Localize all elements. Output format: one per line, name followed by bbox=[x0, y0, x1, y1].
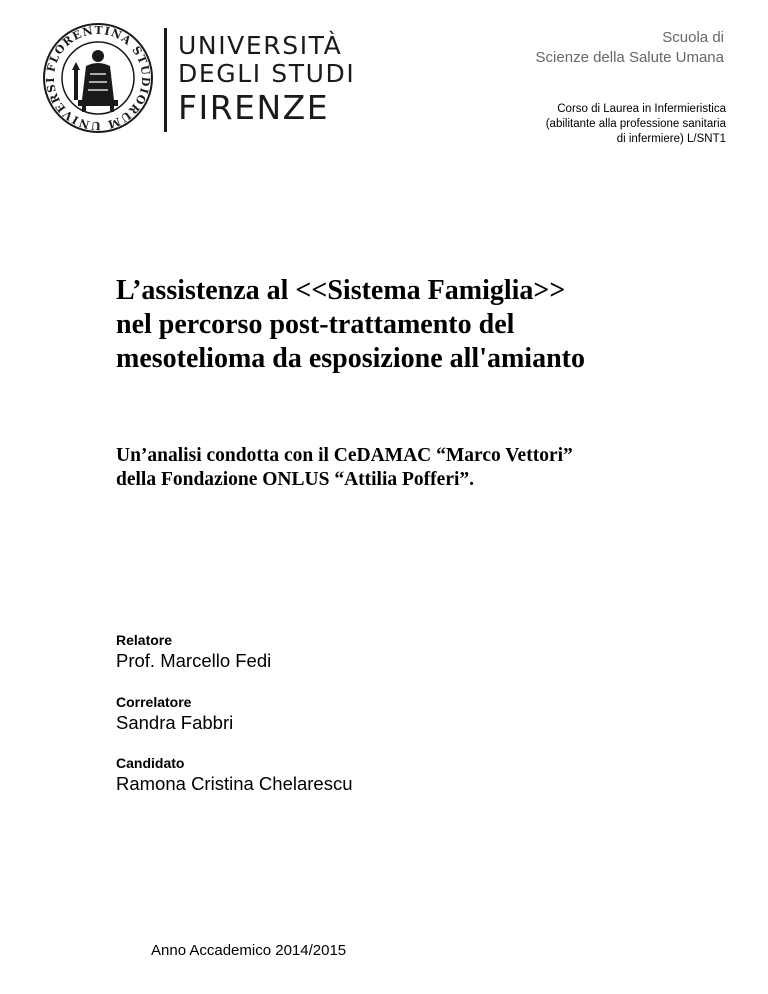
subtitle-line-1: Un’analisi condotta con il CeDAMAC “Marco Vettori” bbox=[116, 445, 573, 466]
title-line-2: nel percorso post-trattamento del bbox=[116, 309, 515, 340]
candidato-block bbox=[116, 755, 353, 795]
thesis-subtitle bbox=[116, 444, 573, 492]
title-line-3: mesotelioma da esposizione all'amianto bbox=[116, 343, 585, 374]
course-line-2: (abilitante alla professione sanitaria bbox=[545, 118, 726, 130]
university-wordmark bbox=[178, 32, 355, 128]
course-info bbox=[546, 102, 726, 147]
school-name bbox=[536, 28, 724, 68]
correlatore-block bbox=[116, 694, 233, 734]
relatore-name: Prof. Marcello Fedi bbox=[116, 650, 272, 671]
logo-divider bbox=[164, 28, 167, 132]
relatore-label: Relatore bbox=[116, 632, 173, 648]
wordmark-line-universita: UNIVERSITÀ bbox=[178, 31, 343, 60]
university-seal-logo bbox=[42, 22, 154, 134]
school-line-2: Scienze della Salute Umana bbox=[535, 49, 724, 66]
course-line-1: Corso di Laurea in Infermieristica bbox=[557, 103, 726, 115]
school-line-1: Scuola di bbox=[662, 29, 724, 46]
candidato-name: Ramona Cristina Chelarescu bbox=[116, 773, 353, 794]
thesis-title bbox=[116, 274, 585, 376]
title-line-1: L’assistenza al <<Sistema Famiglia>> bbox=[116, 275, 566, 306]
correlatore-label: Correlatore bbox=[116, 694, 192, 710]
seal-text: FLORENTINA STUDIORUM UNIVERSI bbox=[43, 23, 153, 133]
relatore-block bbox=[116, 632, 271, 672]
course-line-3: di infermiere) L/SNT1 bbox=[616, 133, 726, 145]
wordmark-line-firenze: FIRENZE bbox=[178, 88, 330, 127]
wordmark-line-degli-studi: DEGLI STUDI bbox=[178, 59, 356, 88]
academic-year: Anno Accademico 2014/2015 bbox=[151, 942, 347, 959]
correlatore-name: Sandra Fabbri bbox=[116, 712, 234, 733]
candidato-label: Candidato bbox=[116, 755, 185, 771]
subtitle-line-2: della Fondazione ONLUS “Attilia Pofferi”. bbox=[116, 469, 475, 490]
